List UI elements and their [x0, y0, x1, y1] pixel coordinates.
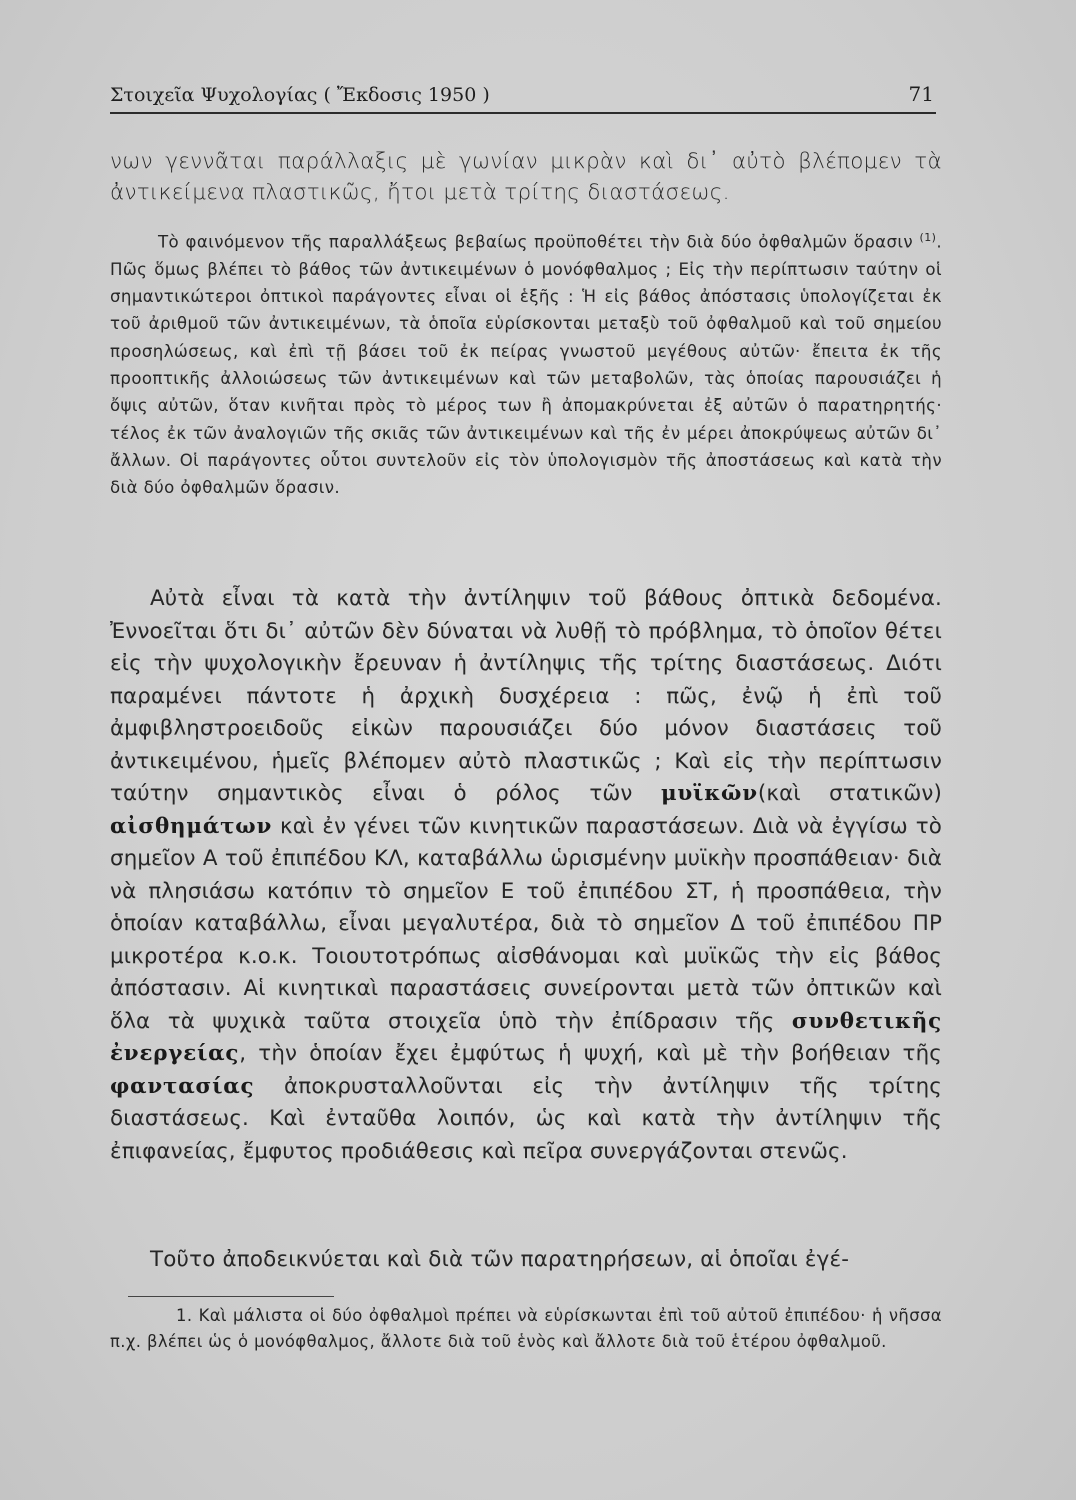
- page-number: 71: [908, 82, 934, 106]
- main-text-2: (καὶ στατικῶν): [757, 781, 942, 806]
- footnote: 1. Καὶ μάλιστα οἱ δύο ὀφθαλμοὶ πρέπει νὰ εὑρίσκωνται ἐπὶ τοῦ αὐτοῦ ἐπιπέδου· ἡ νῆσσα π.χ. βλέπει ὡς ὁ μονόφθαλμος, ἄλλοτε διὰ τοῦ ἑνὸς καὶ ἄλλοτε διὰ τοῦ ἑτέρου ὀφθαλμοῦ.: [110, 1306, 942, 1351]
- small-para-end: . Πῶς ὅμως βλέπει τὸ βάθος τῶν ἀντικειμένων ὁ μονόφθαλμος ; Εἰς τὴν περίπτωσιν ταύτην οἱ σημαντικώτεροι ὀπτικοὶ παράγοντες εἶναι οἱ ἑξῆς : Ἡ εἰς βάθος ἀπόστασις ὑπολογίζεται ἐκ τοῦ ἀριθμοῦ τῶν ἀντικειμένων, τὰ ὁποῖα εὑρίσκονται μεταξὺ τοῦ ὀφθαλμοῦ καὶ τοῦ σημείου προσηλώσεως, καὶ ἐπὶ τῇ βάσει τοῦ ἐκ πείρας γνωστοῦ μεγέθους αὐτῶν· ἔπειτα ἐκ τῆς προοπτικῆς ἀλλοιώσεως τῶν ἀντικειμένων καὶ τῶν μεταβολῶν, τὰς ὁποίας παρουσιάζει ἡ ὄψις αὐτῶν, ὅταν κινῆται πρὸς τὸ μέρος των ἢ ἀπομακρύνεται ἐξ αὐτῶν ὁ παρατηρητής· τέλος ἐκ τῶν ἀναλογιῶν τῆς σκιᾶς τῶν ἀντικειμένων καὶ τῆς ἐν μέρει ἀποκρύψεως αὐτῶν δι᾽ ἄλλων. Οἱ παράγοντες οὗτοι συντελοῦν εἰς τὸν ὑπολογισμὸν τῆς ἀποστάσεως καὶ κατὰ τὴν διὰ δύο ὀφθαλμῶν ὅρασιν.: [110, 232, 942, 498]
- footnote-divider: [128, 1296, 334, 1297]
- emphasis-muscular: μυϊκῶν: [660, 781, 758, 806]
- main-paragraph: [110, 583, 942, 1168]
- intro-paragraph: νων γεννᾶται παράλλαξις μὲ γωνίαν μικρὰν καὶ δι᾽ αὐτὸ βλέπομεν τὰ ἀντικείμενα πλαστικῶς, ἤτοι μετὰ τρίτης διαστάσεως.: [110, 149, 942, 205]
- small-print-paragraph: [110, 224, 942, 502]
- emphasis-imagination: φαντασίας: [110, 1073, 255, 1099]
- main-text-5: ἀποκρυσταλλοῦνται εἰς τὴν ἀντίληψιν τῆς τρίτης διαστάσεως. Καὶ ἐνταῦθα λοιπόν, ὡς καὶ κατὰ τὴν ἀντίληψιν τῆς ἐπιφανείας, ἔμφυτος προδιάθεσις καὶ πεῖρα συνεργάζονται στενῶς.: [110, 1073, 942, 1164]
- main-text-1: Αὐτὰ εἶναι τὰ κατὰ τὴν ἀντίληψιν τοῦ βάθους ὀπτικὰ δεδομένα. Ἐννοεῖται ὅτι δι᾽ αὐτῶν δὲν δύναται νὰ λυθῇ τὸ πρόβλημα, τὸ ὁποῖον θέτει εἰς τὴν ψυχολογικὴν ἔρευναν ἡ ἀντίληψις τῆς τρίτης διαστάσεως. Διότι παραμένει πάντοτε ἡ ἀρχικὴ δυσχέρεια : πῶς, ἐνῷ ἡ ἐπὶ τοῦ ἀμφιβληστροειδοῦς εἰκὼν παρουσιάζει δύο μόνον διαστάσεις τοῦ ἀντικειμένου, ἡμεῖς βλέπομεν αὐτὸ πλαστικῶς ; Καὶ εἰς τὴν περίπτωσιν ταύτην σημαντικὸς εἶναι ὁ ρόλος τῶν: [110, 586, 942, 806]
- emphasis-synthetic-activity: συνθετικῆς ἐνεργείας: [110, 1008, 942, 1066]
- running-header: [110, 78, 936, 114]
- small-para-start: Τὸ φαινόμενον τῆς παραλλάξεως βεβαίως προϋποθέτει τὴν διὰ δύο ὀφθαλμῶν ὅρασιν: [158, 232, 914, 252]
- main-text-3: καὶ ἐν γένει τῶν κινητικῶν παραστάσεων. Διὰ νὰ ἐγγίσω τὸ σημεῖον Α τοῦ ἐπιπέδου ΚΛ, καταβάλλω ὡρισμένην μυϊκὴν προσπάθειαν· διὰ νὰ πλησιάσω κατόπιν τὸ σημεῖον Ε τοῦ ἐπιπέδου ΣΤ, ἡ προσπάθεια, τὴν ὁποίαν καταβάλλω, εἶναι μεγαλυτέρα, διὰ τὸ σημεῖον Δ τοῦ ἐπιπέδου ΠΡ μικροτέρα κ.ο.κ. Τοιουτοτρόπως αἰσθάνομαι καὶ μυϊκῶς τὴν εἰς βάθος ἀπόστασιν. Αἱ κινητικαὶ παραστάσεις συνείρονται μετὰ τῶν ὀπτικῶν καὶ ὅλα τὰ ψυχικὰ ταῦτα στοιχεῖα ὑπὸ τὴν ἐπίδρασιν τῆς: [110, 813, 942, 1034]
- main-text-4: , τὴν ὁποίαν ἔχει ἐμφύτως ἡ ψυχή, καὶ μὲ τὴν βοήθειαν τῆς: [239, 1041, 942, 1066]
- running-title: Στοιχεῖα Ψυχολογίας ( Ἔκδοσις 1950 ): [110, 84, 490, 106]
- footnote-reference: (1): [919, 231, 937, 244]
- continuing-paragraph: Τοῦτο ἀποδεικνύεται καὶ διὰ τῶν παρατηρήσεων, αἱ ὁποῖαι ἐγέ-: [150, 1247, 850, 1272]
- emphasis-sensations: αἰσθημάτων: [110, 813, 273, 839]
